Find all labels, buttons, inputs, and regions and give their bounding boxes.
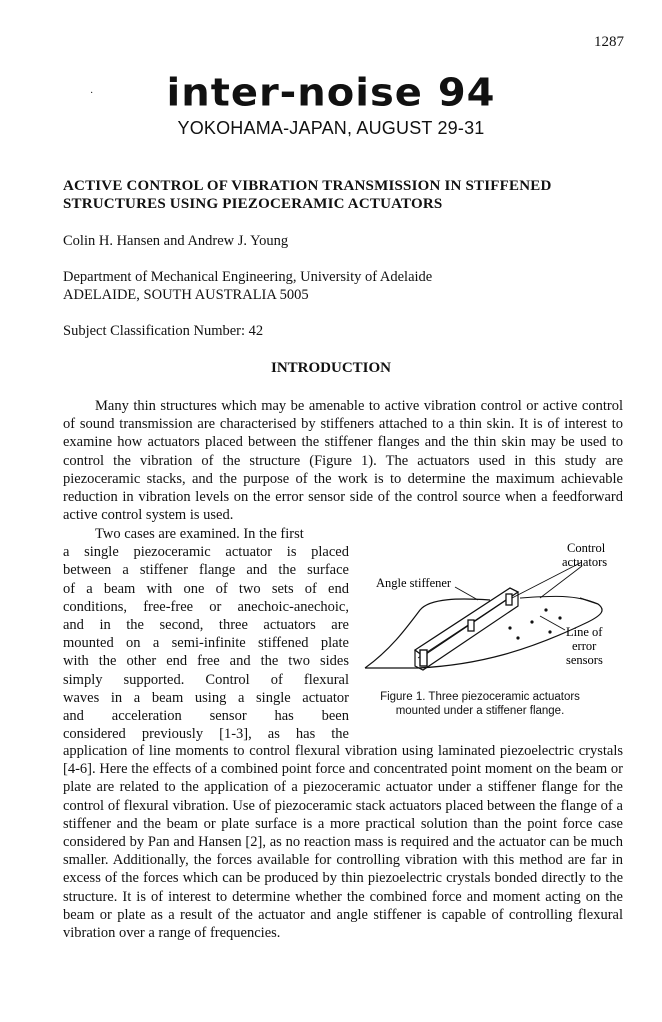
paragraph-2-line: considered previously [1-3], as has the bbox=[63, 726, 349, 743]
conference-location: YOKOHAMA-JAPAN, AUGUST 29-31 bbox=[177, 118, 485, 138]
actuator-2 bbox=[468, 620, 474, 631]
affiliation-line-1: Department of Mechanical Engineering, University of Adelaide bbox=[63, 269, 433, 285]
paragraph-2-line: between a stiffener flange and the surface bbox=[63, 562, 349, 579]
error-sensor-dot bbox=[508, 626, 511, 629]
affiliation-line-2: ADELAIDE, SOUTH AUSTRALIA 5005 bbox=[63, 287, 309, 303]
paragraph-2-line: a single piezoceramic actuator is placed bbox=[63, 544, 349, 561]
label-line-of: Line of bbox=[566, 625, 603, 639]
plate-back-edge bbox=[520, 596, 598, 604]
label-error: error bbox=[572, 639, 597, 653]
paragraph-2-line: simply supported. Control of flexural bbox=[63, 671, 349, 688]
paragraph-2-line: conditions, free-free or anechoic-anechoic, bbox=[63, 598, 349, 615]
paper-title bbox=[63, 177, 623, 213]
label-control: Control bbox=[567, 541, 606, 555]
label-actuators: actuators bbox=[562, 555, 608, 569]
intro-paragraph-3: application of line moments to control flexural vibration using laminated piezoelectric crystals [4-6]. Here the effects of a combined point force and concentrated point moment on the beam or plate are related to the application of a piezoceramic actuator under a stiffener flange for the control of flexural vibration. Use of piezoceramic stack actuators placed between the flange of a stiffener and the beam or plate surface is a more practical solution than the point force case considered by Pan and Hansen [2], as no reaction mass is required and the actuator can be much smaller. Additionally, the forces available for controlling vibration with this method are far in excess of the forces which can be produced by thin piezoelectric crystals bonded directly to the structure. It is of interest to determine whether the combined force and moment acting on the beam or plate as a result of the actuator and angle stiffener is capable of controlling flexural vibration over a range of frequencies. bbox=[63, 743, 623, 942]
caption-line-2: mounted under a stiffener flange. bbox=[395, 705, 565, 717]
paper-title-line-1: ACTIVE CONTROL OF VIBRATION TRANSMISSION IN STIFFENED bbox=[63, 178, 552, 194]
figure-1-caption bbox=[360, 690, 600, 718]
authors: Colin H. Hansen and Andrew J. Young bbox=[63, 233, 289, 249]
error-sensor-dot bbox=[544, 608, 547, 611]
error-sensor-dot bbox=[516, 636, 519, 639]
label-angle-stiffener: Angle stiffener bbox=[376, 576, 452, 590]
paragraph-2-line: mounted on a semi-infinite stiffened plate bbox=[63, 635, 349, 652]
intro-paragraph-1: Many thin structures which may be amenable to active vibration control or active control of sound transmission are characterised by stiffeners attached to a thin skin. It is of interest to examine how actuators placed between the stiffener flanges and the thin skin may be used to control the vibration of the structure (Figure 1). The actuators used in this study are piezoceramic stacks, and the purpose of the work is to determine the maximum achievable reduction in vibration levels on the error sensor side of the control source when a feedforward active control system is used. bbox=[63, 398, 623, 524]
paragraph-2-line: and acceleration sensor has been bbox=[63, 708, 349, 725]
paper-title-line-2: STRUCTURES USING PIEZOCERAMIC ACTUATORS bbox=[63, 196, 443, 212]
paragraph-2-line: waves in a beam using a single actuator bbox=[63, 689, 349, 706]
error-sensor-dot bbox=[548, 630, 551, 633]
angle-stiffener bbox=[415, 588, 518, 656]
stiffener-flange-line bbox=[418, 596, 512, 658]
section-heading: INTRODUCTION bbox=[270, 360, 391, 376]
conference-logo: inter-noise 94 bbox=[166, 71, 496, 115]
actuator-3 bbox=[506, 594, 512, 605]
page-number: 1287 bbox=[594, 34, 624, 50]
figure-1-diagram bbox=[360, 540, 620, 680]
leader-control-actuator-b bbox=[540, 566, 582, 598]
speck-mark: · bbox=[90, 88, 94, 99]
subject-classification: Subject Classification Number: 42 bbox=[63, 323, 264, 339]
paragraph-2-line: with the other end free and the two sides bbox=[63, 653, 349, 670]
leader-angle-stiffener bbox=[455, 587, 478, 600]
affiliation bbox=[63, 268, 432, 304]
error-sensor-dot bbox=[558, 616, 561, 619]
paragraph-2-line: and in the second, three actuators are bbox=[63, 617, 349, 634]
actuator-1 bbox=[420, 650, 427, 666]
paragraph-2-line: of a beam with one of two sets of end bbox=[63, 580, 349, 597]
error-sensor-dot bbox=[530, 620, 533, 623]
paragraph-2-line: Two cases are examined. In the first bbox=[95, 526, 304, 542]
caption-line-1: Figure 1. Three piezoceramic actuators bbox=[380, 691, 580, 703]
intro-paragraph-2 bbox=[63, 525, 349, 743]
label-sensors: sensors bbox=[566, 653, 603, 667]
